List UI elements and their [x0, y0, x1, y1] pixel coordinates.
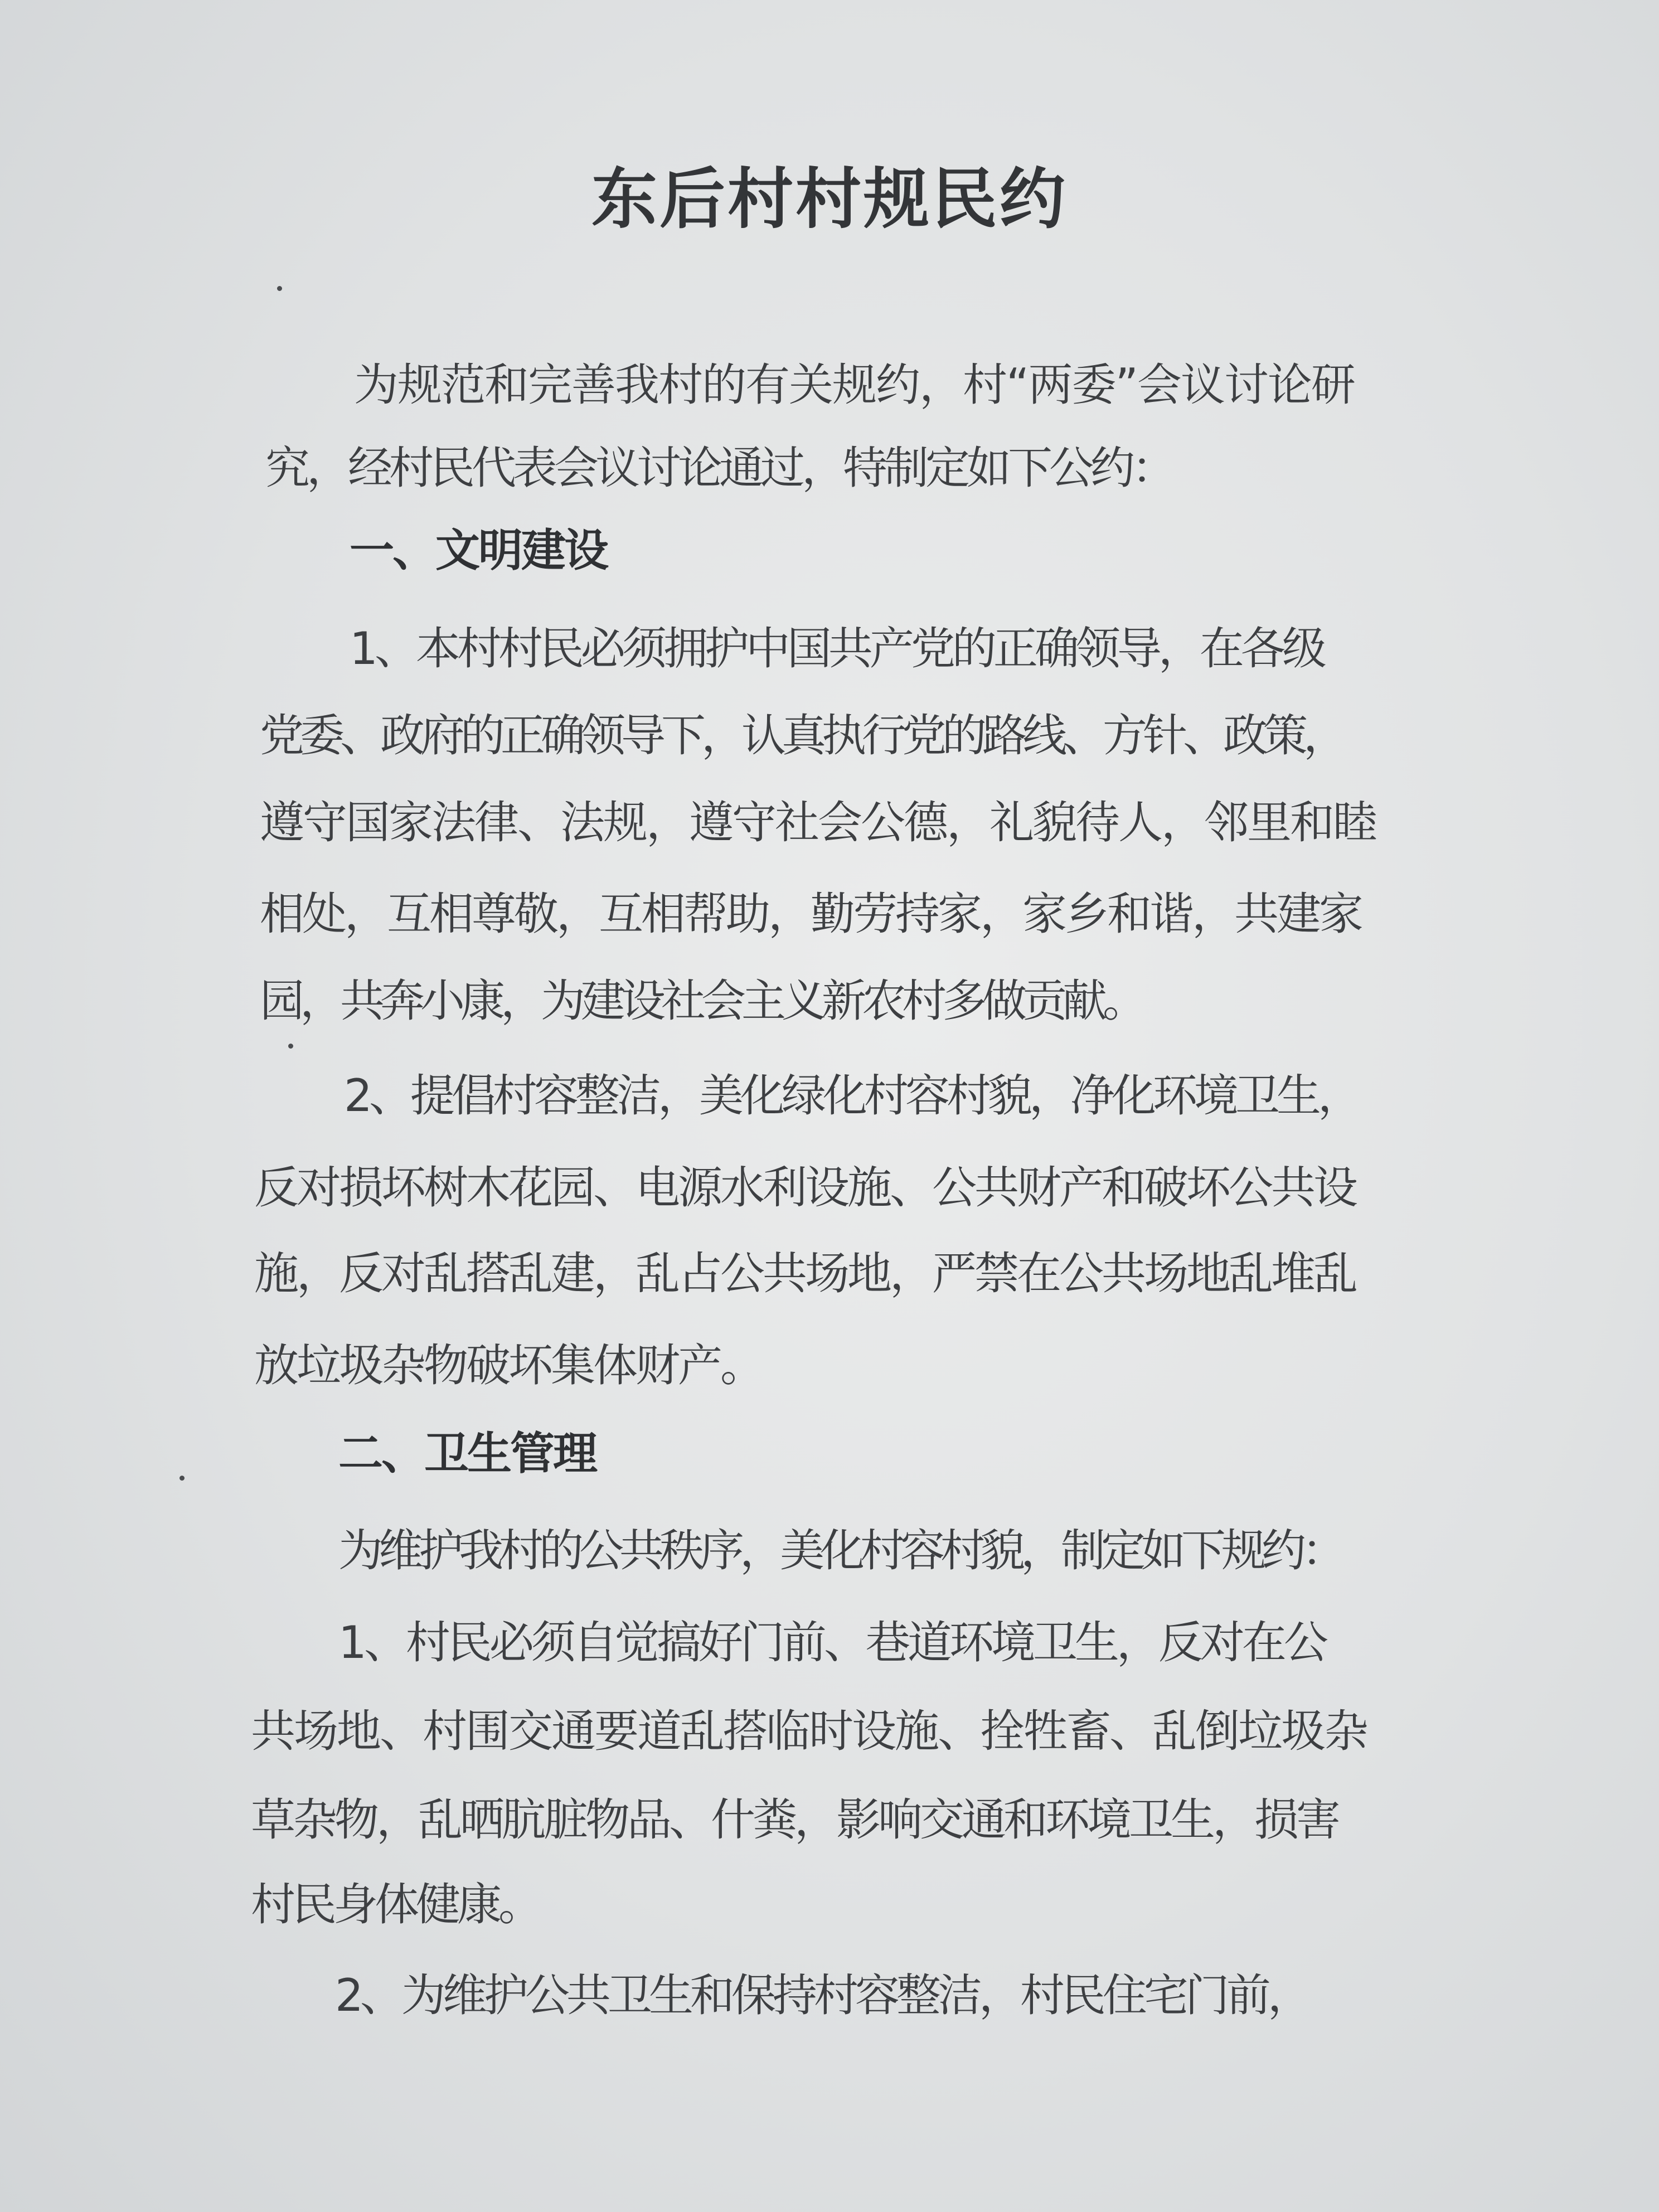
section-heading-civilization: 一、文明建设 — [350, 525, 607, 576]
civilization-item1-line-2: 党委、政府的正确领导下，认真执行党的路线、方针、政策， — [260, 710, 1343, 761]
civilization-item1-line-5: 园，共奔小康，为建设社会主义新农村多做贡献。 — [260, 975, 1143, 1027]
civilization-item2-line-3: 施，反对乱搭乱建，乱占公共场地，严禁在公共场地乱堆乱 — [254, 1248, 1356, 1299]
civilization-item2-line-1: 2、提倡村容整洁，美化绿化村容村貌，净化环境卫生， — [344, 1070, 1359, 1122]
hygiene-item2-line-1: 2、为维护公共卫生和保持村容整洁，村民住宅门前， — [335, 1970, 1309, 2021]
intro-line-2: 究，经村民代表会议讨论通过，特制定如下公约： — [265, 442, 1173, 494]
civilization-item2-line-2: 反对损坏树木花园、电源水利设施、公共财产和破坏公共设 — [254, 1162, 1356, 1214]
civilization-item2-line-4: 放垃圾杂物破坏集体财产。 — [254, 1340, 763, 1391]
speck-mark — [288, 1044, 293, 1049]
hygiene-item1-line-2: 共场地、村围交通要道乱搭临时设施、拴牲畜、乱倒垃圾杂 — [251, 1705, 1367, 1757]
speck-mark — [180, 1476, 185, 1481]
hygiene-item1-line-1: 1、村民必须自觉搞好门前、巷道环境卫生，反对在公 — [338, 1617, 1326, 1668]
section-heading-hygiene: 二、卫生管理 — [338, 1428, 596, 1479]
intro-line-1: 为规范和完善我村的有关规约，村“两委”会议讨论研 — [354, 359, 1355, 411]
civilization-item1-line-3: 遵守国家法律、法规，遵守社会公德，礼貌待人，邻里和睦 — [260, 797, 1376, 848]
hygiene-item1-line-4: 村民身体健康。 — [251, 1879, 540, 1930]
civilization-item1-line-1: 1、本村村民必须拥护中国共产党的正确领导，在各级 — [350, 623, 1323, 675]
speck-mark — [277, 286, 282, 291]
hygiene-intro-line: 为维护我村的公共秩序，美化村容村貌，制定如下规约： — [338, 1525, 1342, 1576]
hygiene-item1-line-3: 草杂物，乱晒肮脏物品、什粪，影响交通和环境卫生，损害 — [251, 1794, 1338, 1846]
document-title: 东后村村规民约 — [591, 160, 1068, 237]
civilization-item1-line-4: 相处，互相尊敬，互相帮助，勤劳持家，家乡和谐，共建家 — [260, 888, 1361, 940]
